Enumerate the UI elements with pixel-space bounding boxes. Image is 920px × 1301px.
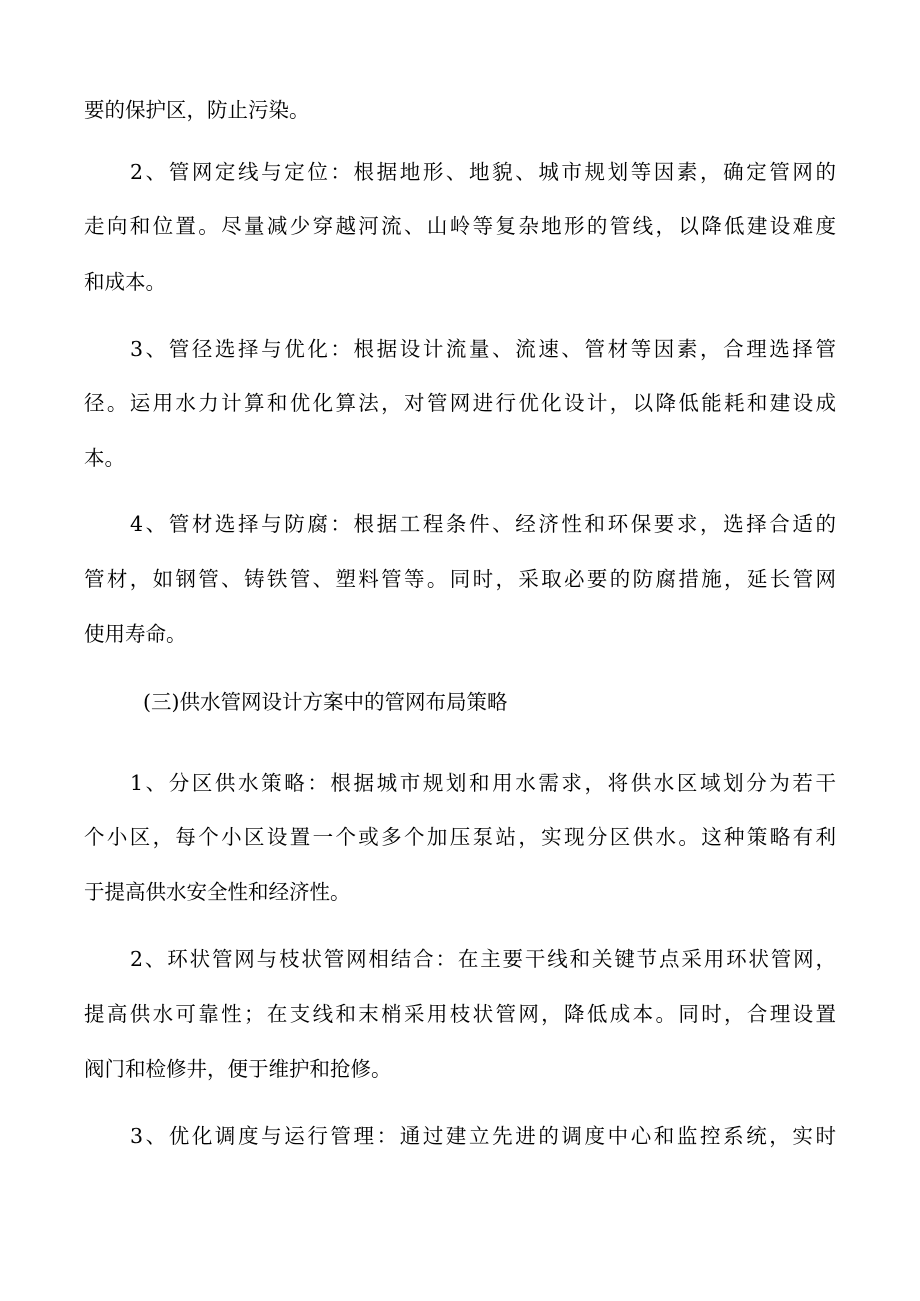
- paragraph-2-line-1: 2、管网定线与定位：根据地形、地貌、城市规划等因素，确定管网的: [130, 160, 836, 184]
- paragraph-3-line-1: 3、管径选择与优化：根据设计流量、流速、管材等因素，合理选择管: [130, 337, 836, 361]
- paragraph-3-line-2: 径。运用水力计算和优化算法，对管网进行优化设计，以降低能耗和建设成: [84, 391, 836, 415]
- strategy-1-line-3: 于提高供水安全性和经济性。: [84, 880, 351, 904]
- paragraph-4-line-1: 4、管材选择与防腐：根据工程条件、经济性和环保要求，选择合适的: [130, 512, 836, 536]
- paragraph-4-line-3: 使用寿命。: [84, 622, 187, 646]
- section-heading: (三)供水管网设计方案中的管网布局策略: [143, 690, 508, 714]
- strategy-2-line-3: 阀门和检修井，便于维护和抢修。: [84, 1057, 392, 1081]
- paragraph-4-line-2: 管材，如钢管、铸铁管、塑料管等。同时，采取必要的防腐措施，延长管网: [84, 567, 836, 591]
- strategy-3-line-1: 3、优化调度与运行管理：通过建立先进的调度中心和监控系统，实时: [130, 1124, 836, 1148]
- paragraph-2-line-3: 和成本。: [84, 270, 166, 294]
- paragraph-2-line-2: 走向和位置。尽量减少穿越河流、山岭等复杂地形的管线，以降低建设难度: [84, 214, 836, 238]
- strategy-2-line-1: 2、环状管网与枝状管网相结合：在主要干线和关键节点采用环状管网，: [130, 947, 836, 971]
- strategy-1-line-2: 个小区，每个小区设置一个或多个加压泵站，实现分区供水。这种策略有利: [84, 825, 836, 849]
- strategy-1-line-1: 1、分区供水策略：根据城市规划和用水需求，将供水区域划分为若干: [130, 771, 836, 795]
- paragraph-3-line-3: 本。: [84, 446, 125, 470]
- strategy-2-line-2: 提高供水可靠性；在支线和末梢采用枝状管网，降低成本。同时，合理设置: [84, 1002, 836, 1026]
- paragraph-continuation-line: 要的保护区，防止污染。: [84, 98, 310, 122]
